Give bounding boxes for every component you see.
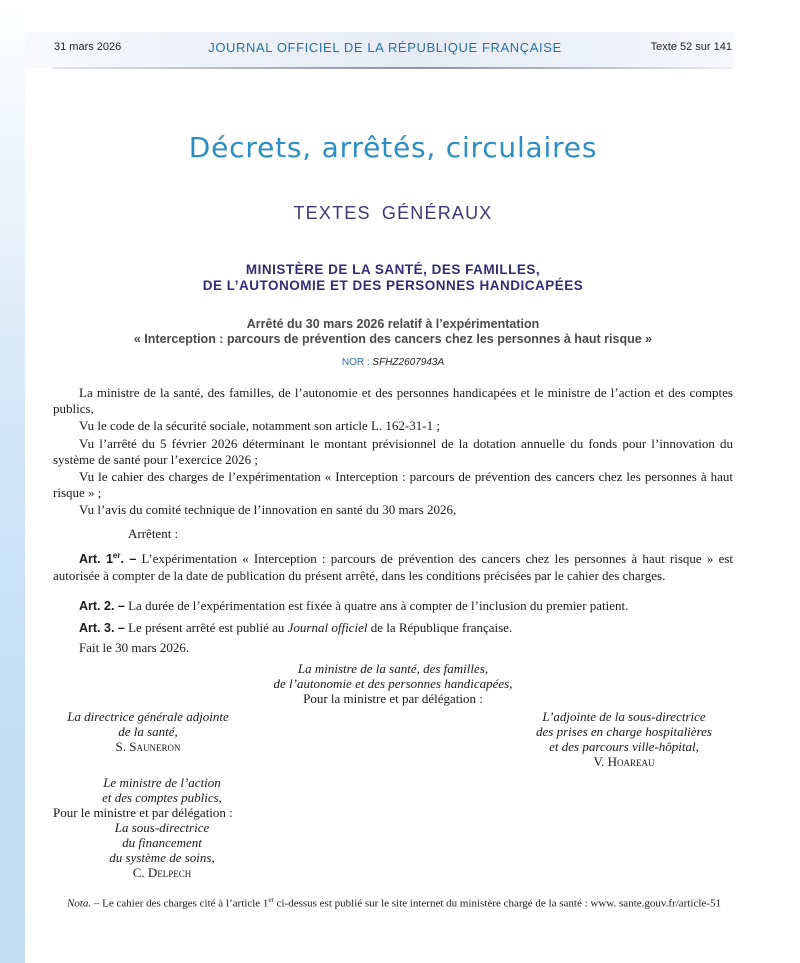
visa-text: Vu l’avis du comité technique de l’innovation en santé du 30 mars 2026,	[79, 502, 457, 517]
signature-adjointe-sous-directrice	[506, 709, 742, 769]
visa-1	[53, 418, 733, 434]
ministry-line-2: DE L’AUTONOMIE ET DES PERSONNES HANDICAPÉES	[202, 278, 584, 293]
signature-delegation-line: Pour la ministre et par délégation :	[303, 691, 483, 706]
nota-sup: er	[268, 896, 274, 904]
nota-text-after: ci-dessus est publié sur le site internet du ministère chargé de la santé : www. sante.gouv.fr/article-51	[273, 897, 721, 910]
article-3-paragraph	[53, 620, 733, 637]
article-2-text: La durée de l’expérimentation est fixée à quatre ans à compter de l’inclusion du premier patient.	[124, 598, 629, 613]
header-journal-title-text: JOURNAL OFFICIEL DE LA RÉPUBLIQUE FRANÇAISE	[208, 40, 562, 55]
visa-text: Vu le code de la sécurité sociale, notamment son article L. 162-31-1 ;	[79, 418, 440, 433]
nor-code: SFHZ2607943A	[372, 357, 445, 368]
signatory-surname: Delpech	[147, 865, 192, 880]
article-label-suffix: . –	[120, 552, 137, 567]
signature-title-line: des prises en charge hospitalières	[536, 724, 712, 739]
article-label-text: Art. 1	[79, 552, 113, 567]
nota-paragraph	[53, 893, 733, 911]
nor-label: NOR :	[341, 357, 370, 368]
article-label-sup: er	[112, 551, 121, 560]
signature-title-line: et des parcours ville-hôpital,	[549, 739, 699, 754]
fait-le-text: Fait le 30 mars 2026.	[79, 640, 190, 655]
nor-reference	[0, 357, 786, 368]
article-1-paragraph	[53, 548, 733, 583]
preamble	[53, 385, 733, 416]
nota-label: Nota.	[67, 897, 92, 910]
signatory-name	[40, 739, 256, 754]
signature-title-line: de la santé,	[118, 724, 178, 739]
visa-4	[53, 502, 733, 518]
signatory-surname: Hoareau	[607, 754, 655, 769]
journal-officiel-italic: Journal officiel	[287, 620, 368, 635]
signature-title-line: du système de soins,	[109, 850, 215, 865]
article-3-label: Art. 3. –	[79, 621, 125, 635]
sub-section-title: TEXTES GÉNÉRAUX	[293, 203, 493, 223]
arrete-title-line-1: Arrêté du 30 mars 2026 relatif à l’expérimentation	[246, 317, 540, 331]
article-2	[53, 598, 733, 615]
signature-title-line: La sous-directrice	[114, 820, 210, 835]
arrete-title	[0, 317, 786, 347]
ministry-heading	[0, 262, 786, 294]
signature-delegation-line: Pour le ministre et par délégation :	[53, 805, 233, 820]
signature-directrice-sante	[40, 709, 256, 754]
signatory-name	[506, 754, 742, 769]
nota	[53, 893, 733, 911]
signature-title-line: L’adjointe de la sous-directrice	[542, 709, 706, 724]
header-divider	[52, 67, 733, 69]
article-3	[53, 620, 733, 637]
article-3-text-before: Le présent arrêté est publié au	[124, 620, 288, 635]
visa-text: Vu l’arrêté du 5 février 2026 déterminant le montant prévisionnel de la dotation annuelle du fonds pour l’innovation du système de santé pour l’exercice 2026 ;	[53, 436, 733, 467]
visa-3	[53, 469, 733, 500]
section-title: Décrets, arrêtés, circulaires	[188, 131, 598, 164]
signature-ministre-action	[40, 775, 284, 880]
visa-text: Vu le cahier des charges de l’expérimentation « Interception : parcours de prévention des cancers chez les personnes à haut risque » ;	[53, 469, 733, 500]
signature-title-line: La directrice générale adjointe	[67, 709, 229, 724]
article-2-label: Art. 2. –	[79, 599, 125, 613]
nota-text-before: – Le cahier des charges cité à l’article 1	[91, 897, 269, 910]
article-2-paragraph	[53, 598, 733, 615]
article-1	[53, 548, 733, 583]
arretent: Arrêtent :	[128, 526, 179, 541]
signature-ministre-sante	[193, 661, 593, 706]
signatory-initial: S.	[115, 739, 130, 754]
signatory-name	[40, 865, 284, 880]
signature-title-line: Le ministre de l’action	[103, 775, 221, 790]
header-date: 31 mars 2026	[54, 41, 122, 53]
fait-le	[53, 640, 733, 656]
header-text-number: Texte 52 sur 141	[650, 41, 732, 53]
ministry-line-1: MINISTÈRE DE LA SANTÉ, DES FAMILLES,	[245, 262, 541, 277]
article-1-label	[79, 552, 136, 566]
signature-title-line: de l’autonomie et des personnes handicapées,	[273, 676, 513, 691]
signatory-initial: C.	[132, 865, 148, 880]
signatory-initial: V.	[593, 754, 608, 769]
arrete-title-line-2: « Interception : parcours de prévention des cancers chez les personnes à haut risque »	[133, 332, 653, 346]
visa-2	[53, 436, 733, 467]
preamble-text: La ministre de la santé, des familles, de l’autonomie et des personnes handicapées et le ministre de l’action et des comptes publics,	[53, 385, 733, 416]
article-1-text: L’expérimentation « Interception : parcours de prévention des cancers chez les personnes à haut risque » est autorisée à compter de la date de publication du présent arrêté, dans les conditions précisées par le cahier des charges.	[53, 551, 734, 583]
page-top-margin	[25, 0, 800, 32]
signature-title-line: du financement	[122, 835, 202, 850]
signature-title-line: La ministre de la santé, des familles,	[297, 661, 489, 676]
article-3-text-after: de la République française.	[367, 620, 513, 635]
signatory-surname: Sauneron	[129, 739, 181, 754]
signature-title-line: et des comptes publics,	[102, 790, 222, 805]
